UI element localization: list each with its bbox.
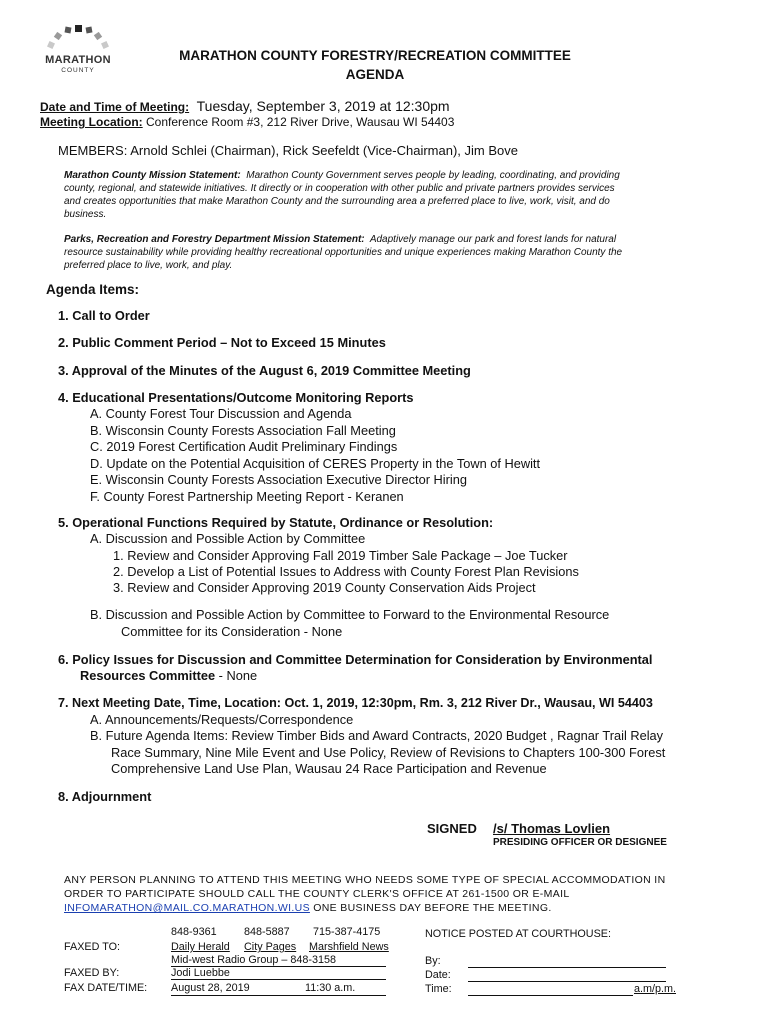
committee-members: MEMBERS: Arnold Schlei (Chairman), Rick Seefeldt (Vice-Chairman), Jim Bove <box>58 143 518 158</box>
list-item: 3. Review and Consider Approving 2019 County Conservation Aids Project <box>113 580 536 595</box>
agenda-item-7b <box>90 728 665 778</box>
parks-mission-label: Parks, Recreation and Forestry Department Mission Statement: <box>64 234 365 245</box>
county-mission-label: Marathon County Mission Statement: <box>64 170 241 181</box>
agenda-item-6-rest: - None <box>215 668 258 683</box>
faxed-by-value: Jodi Luebbe <box>171 967 386 980</box>
fax-time-value: 11:30 a.m. <box>305 982 356 994</box>
list-item: F. County Forest Partnership Meeting Report - Keranen <box>90 488 404 504</box>
posted-time-line <box>468 983 633 996</box>
meeting-date-label: Date and Time of Meeting: <box>40 100 190 114</box>
agenda-heading: Agenda Items: <box>46 282 140 297</box>
county-mission-statement <box>64 169 704 221</box>
list-item: D. Update on the Potential Acquisition of CERES Property in the Town of Hewitt <box>90 455 541 471</box>
accommodation-notice <box>64 873 690 915</box>
fax-date-value: August 28, 2019 <box>171 982 250 994</box>
agenda-item-7b-line: Race Summary, Nine Mile Event and Use Policy, Review of Revisions to Chapters 100-300 Forest <box>111 744 666 760</box>
fax-number: 848-5887 <box>244 926 290 938</box>
notice-line: ONE BUSINESS DAY BEFORE THE MEETING. <box>309 902 552 914</box>
posted-by-label: By: <box>425 955 441 967</box>
parks-mission-line: resource sustainability while providing healthy recreational opportunities and unique experiences making Marathon County the <box>64 247 623 258</box>
list-item: A. County Forest Tour Discussion and Agenda <box>90 406 352 421</box>
parks-mission-statement <box>64 233 704 272</box>
agenda-item-4-list <box>90 406 540 505</box>
agenda-item-3: 3. Approval of the Minutes of the August 6, 2019 Committee Meeting <box>58 363 471 378</box>
faxed-by-label: FAXED BY: <box>64 967 120 979</box>
agenda-item-6: 6. Policy Issues for Discussion and Committee Determination for Consideration by Environmental <box>58 652 653 667</box>
agenda-item-5b-continued: Committee for its Consideration - None <box>121 624 343 639</box>
document-title: MARATHON COUNTY FORESTRY/RECREATION COMMITTEE <box>179 48 571 63</box>
county-mission-line: county, regional, and statewide initiatives. It directly or in cooperation with other public and private partners provides services <box>64 183 615 194</box>
county-mission-line: business. <box>64 209 107 220</box>
presiding-officer-title: PRESIDING OFFICER OR DESIGNEE <box>493 837 667 848</box>
posted-date-label: Date: <box>425 969 451 981</box>
agenda-item-5b: B. Discussion and Possible Action by Committee to Forward to the Environmental Resource <box>90 607 610 622</box>
posted-time-label: Time: <box>425 983 452 995</box>
notice-posted-label: NOTICE POSTED AT COURTHOUSE: <box>425 928 611 940</box>
ampm-label: a.m/p.m. <box>634 983 676 995</box>
agenda-item-7a: A. Announcements/Requests/Correspondence <box>90 712 354 727</box>
agenda-item-7b-line: B. Future Agenda Items: Review Timber Bids and Award Contracts, 2020 Budget , Ragnar Trail Relay <box>90 728 664 743</box>
agenda-item-5a-list <box>113 548 579 596</box>
list-item: 2. Develop a List of Potential Issues to Address with County Forest Plan Revisions <box>113 564 579 579</box>
agenda-item-8: 8. Adjournment <box>58 789 152 804</box>
county-mission-line: Marathon County Government serves people by leading, coordinating, and providing <box>246 170 620 181</box>
agenda-item-1: 1. Call to Order <box>58 308 150 323</box>
agenda-item-2: 2. Public Comment Period – Not to Exceed 15 Minutes <box>58 335 386 350</box>
meeting-date-value: Tuesday, September 3, 2019 at 12:30pm <box>196 98 450 114</box>
meeting-date-row <box>40 98 450 114</box>
list-item: 1. Review and Consider Approving Fall 2019 Timber Sale Package – Joe Tucker <box>113 548 568 563</box>
agenda-item-5: 5. Operational Functions Required by Statute, Ordinance or Resolution: <box>58 515 494 530</box>
parks-mission-line: Adaptively manage our park and forest lands for natural <box>369 234 617 245</box>
notice-line: ANY PERSON PLANNING TO ATTEND THIS MEETING WHO NEEDS SOME TYPE OF SPECIAL ACCOMMODATION IN <box>64 874 666 886</box>
notice-line: ORDER TO PARTICIPATE SHOULD CALL THE COUNTY CLERK'S OFFICE AT 261-1500 OR E-MAIL <box>64 888 570 900</box>
meeting-location-value: Conference Room #3, 212 River Drive, Wausau WI 54403 <box>146 115 455 129</box>
meeting-location-row <box>40 115 454 129</box>
list-item: B. Wisconsin County Forests Association Fall Meeting <box>90 422 396 438</box>
meeting-location-label: Meeting Location: <box>40 115 143 129</box>
clerk-email-link[interactable]: INFOMARATHON@MAIL.CO.MARATHON.WI.US <box>64 902 310 914</box>
agenda-item-6-bold: Resources Committee <box>80 668 216 683</box>
logo-wordmark: MARATHON <box>45 54 111 66</box>
fax-number: 715-387-4175 <box>313 926 381 938</box>
marathon-county-logo <box>38 24 118 86</box>
signed-label: SIGNED <box>427 821 477 836</box>
agenda-item-7: 7. Next Meeting Date, Time, Location: Oct. 1, 2019, 12:30pm, Rm. 3, 212 River Dr., Wausau, WI 54403 <box>58 696 653 710</box>
logo-dots-icon <box>38 24 118 58</box>
fax-datetime-value <box>171 982 386 996</box>
logo-subtitle: COUNTY <box>61 67 95 74</box>
document-subtitle: AGENDA <box>345 67 405 82</box>
faxed-to-label: FAXED TO: <box>64 941 121 953</box>
fax-datetime-label: FAX DATE/TIME: <box>64 982 148 994</box>
fax-outlet: Daily Herald <box>171 941 230 953</box>
agenda-item-4: 4. Educational Presentations/Outcome Monitoring Reports <box>58 390 414 405</box>
posted-date-line <box>468 969 666 982</box>
fax-outlet: City Pages <box>244 941 297 953</box>
posted-by-line <box>468 955 666 968</box>
fax-number: 848-9361 <box>171 926 217 938</box>
agenda-item-6-continued <box>80 668 257 683</box>
agenda-item-5a: A. Discussion and Possible Action by Committee <box>90 531 366 546</box>
midwest-radio-group: Mid-west Radio Group – 848-3158 <box>171 954 386 967</box>
county-mission-line: and creates opportunities that make Marathon County and the surrounding area a preferred place to live, work, visit, and do <box>64 196 610 207</box>
fax-outlet: Marshfield News <box>309 941 389 953</box>
parks-mission-line: preferred place to live, work, and play. <box>64 260 233 271</box>
signed-name: /s/ Thomas Lovlien <box>493 821 611 836</box>
agenda-item-7b-line: Comprehensive Land Use Plan, Wausau 24 Race Participation and Revenue <box>111 761 547 776</box>
list-item: E. Wisconsin County Forests Association Executive Director Hiring <box>90 472 467 487</box>
list-item: C. 2019 Forest Certification Audit Preliminary Findings <box>90 439 398 454</box>
